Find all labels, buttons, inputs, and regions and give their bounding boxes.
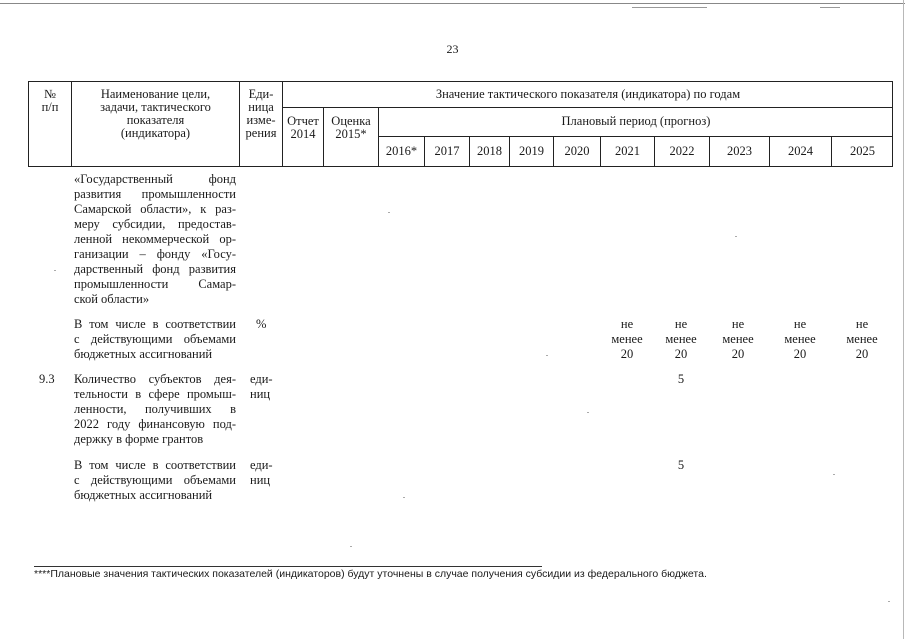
year-2017: 2017 [434, 144, 460, 158]
year-2022: 2022 [669, 144, 695, 158]
col-report-header: Отчет 2014 [287, 114, 319, 141]
scan-mark [632, 7, 707, 8]
year-2016: 2016* [385, 144, 418, 158]
year-2024: 2024 [788, 144, 813, 158]
year-2020: 2020 [564, 144, 590, 158]
continued-indicator-name: «Государственный фонд развития промышленности Самарской области», к раз- меру субсидии, предостав- ленной некоммерческой ор- ганизации – фонду «Госу- дарственный фонд развития промышленности Самар- ской области» [74, 172, 236, 306]
row-9-3-name: Количество субъектов дея- тельности в сфере промыш- ленности, получивших в 2022 году финансовую под- держку в форме грантов [74, 372, 236, 446]
row-9-3-number: 9.3 [39, 372, 55, 386]
page-number: 23 [446, 42, 459, 56]
year-2023: 2023 [727, 144, 752, 158]
incl1-value-2022: не менее 20 [665, 317, 697, 361]
plan-period-header: Плановый период (прогноз) [561, 114, 711, 128]
incl1-unit: % [256, 317, 267, 331]
col-estimate-header: Оценка 2015* [331, 114, 371, 141]
year-2018: 2018 [477, 144, 502, 158]
year-2019: 2019 [519, 144, 544, 158]
footnote-separator [34, 566, 542, 567]
incl2-unit: еди- ниц [250, 458, 273, 487]
year-2025: 2025 [850, 144, 875, 158]
footnote: ****Плановые значения тактических показателей (индикаторов) будут уточнены в случае получения субсидии из федерального бюджета. [34, 568, 707, 580]
col-group-title: Значение тактического показателя (индикатора) по годам [435, 87, 741, 101]
table-header [28, 81, 893, 167]
col-num-header: № п/п [41, 87, 59, 114]
incl2-name: В том числе в соответствии с действующими объемами бюджетных ассигнований [74, 458, 236, 502]
incl1-value-2023: не менее 20 [722, 317, 754, 361]
year-2021: 2021 [615, 144, 640, 158]
incl1-name: В том числе в соответствии с действующими объемами бюджетных ассигнований [74, 317, 236, 361]
incl1-value-2021: не менее 20 [611, 317, 643, 361]
col-name-header: Наименование цели, задачи, тактического показателя (индикатора) [100, 87, 211, 140]
incl2-value-2022: 5 [677, 458, 685, 472]
scan-edge-right [903, 0, 904, 639]
row-9-3-unit: еди- ниц [250, 372, 273, 401]
incl1-value-2024: не менее 20 [784, 317, 816, 361]
col-unit-header: Еди- ница изме- рения [245, 87, 277, 140]
scan-mark [820, 7, 840, 8]
incl1-value-2025: не менее 20 [846, 317, 878, 361]
row-9-3-value-2022: 5 [677, 372, 685, 386]
scan-edge-top [0, 3, 905, 4]
